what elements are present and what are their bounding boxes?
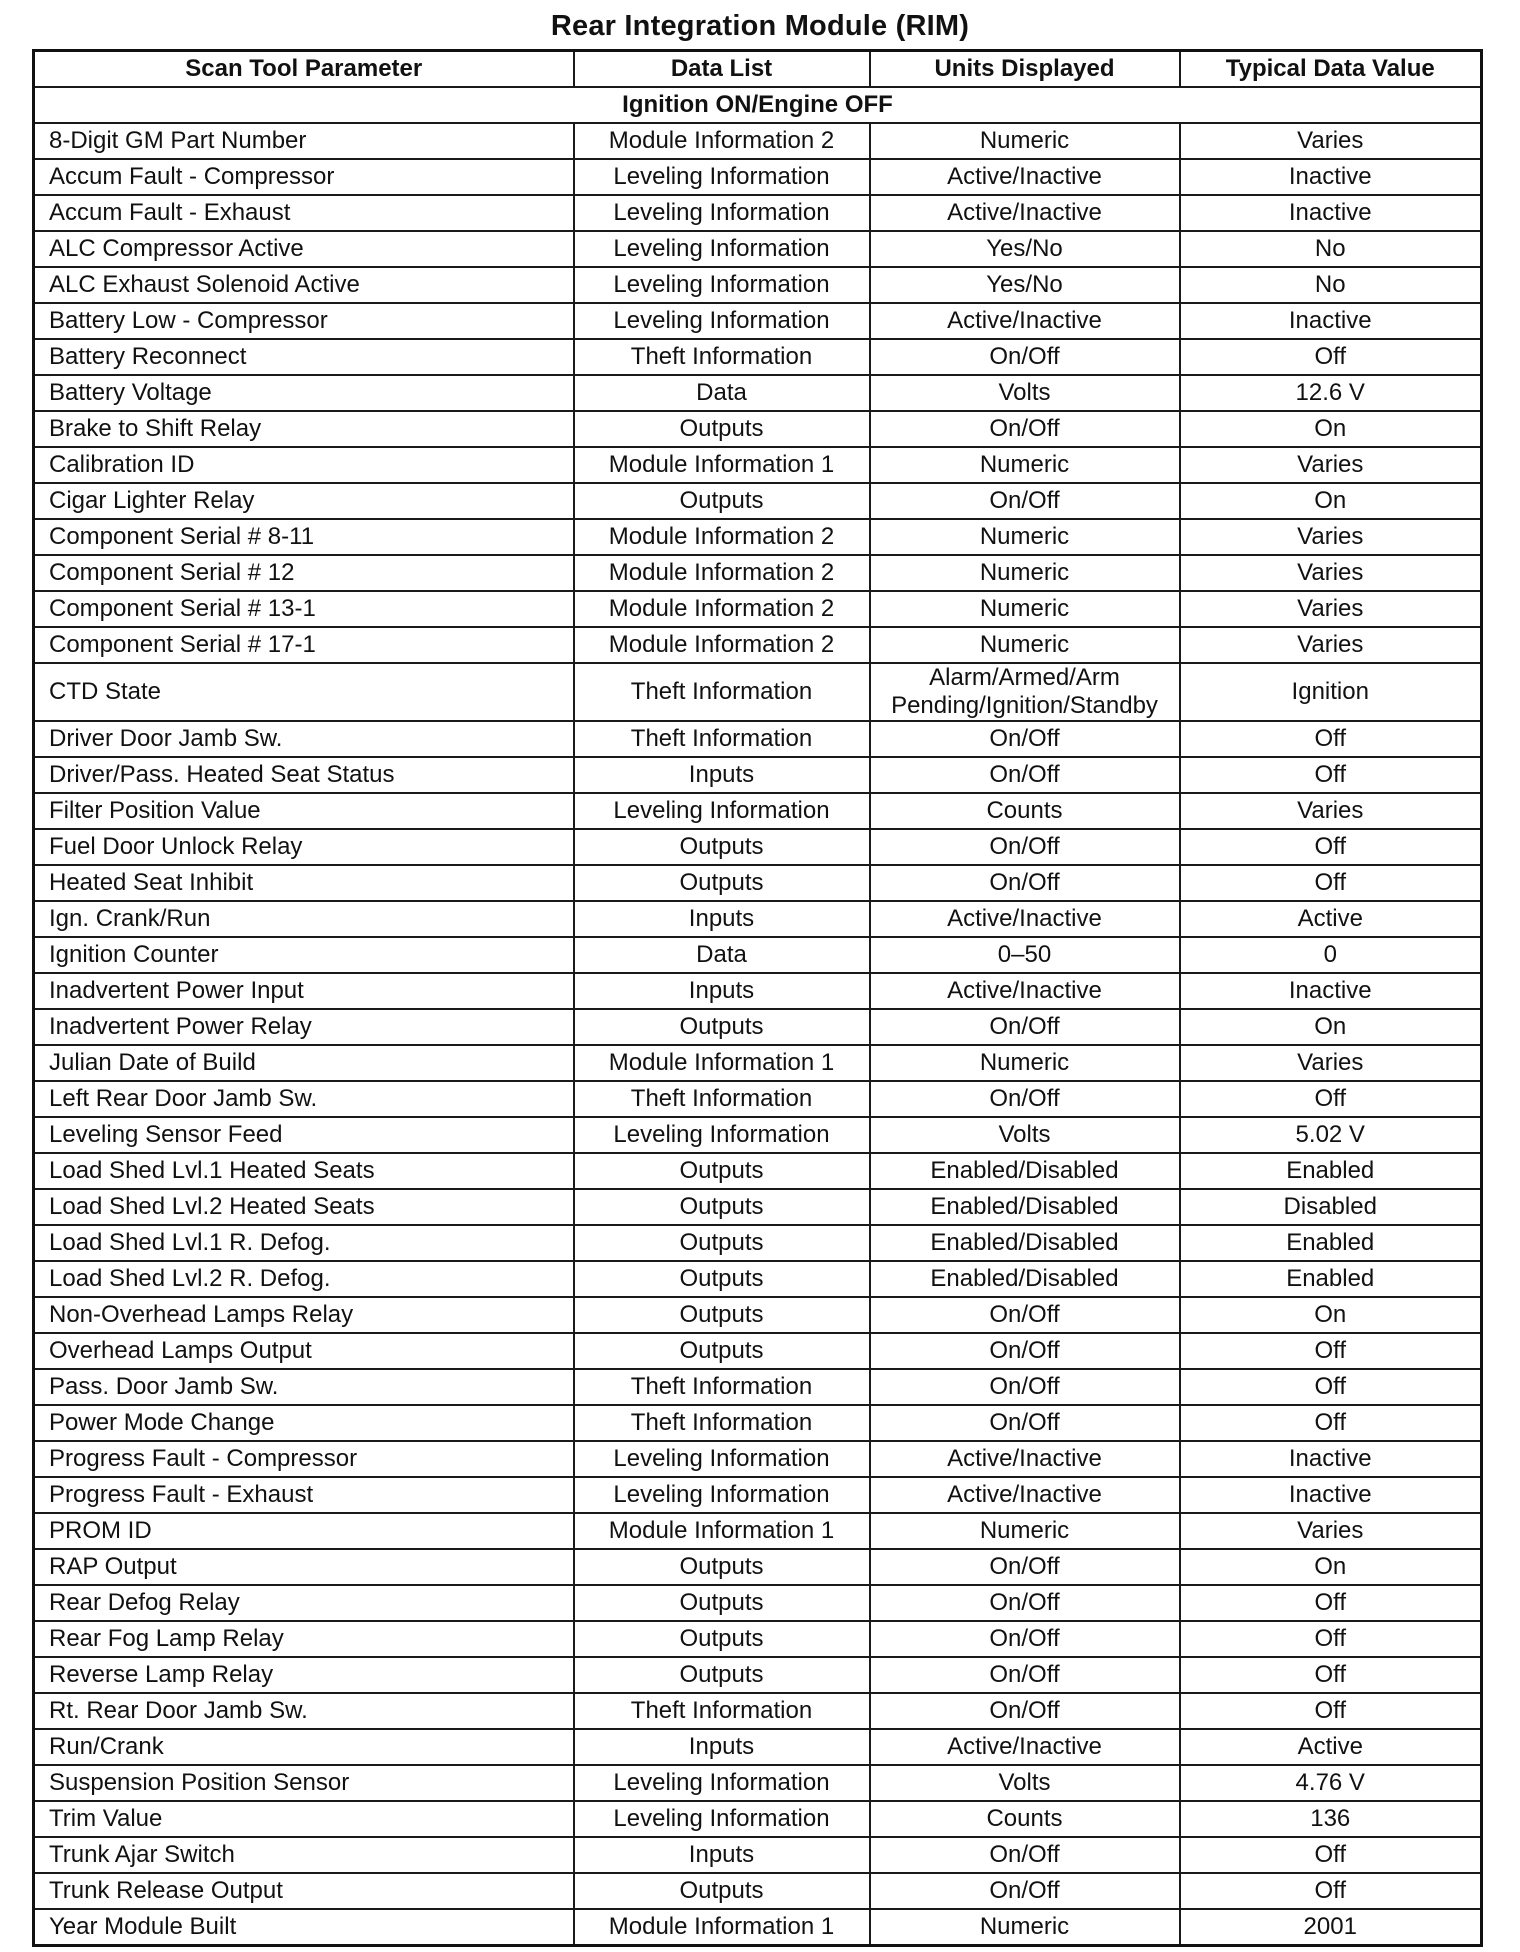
typical-value-cell: Off [1180,1369,1482,1405]
table-row [34,375,1482,411]
typical-value-cell: Ignition [1180,663,1482,721]
typical-value-cell: Varies [1180,123,1482,159]
table-row [34,1297,1482,1333]
typical-value-cell: Varies [1180,793,1482,829]
param-cell: Load Shed Lvl.2 R. Defog. [34,1261,574,1297]
param-cell: Ignition Counter [34,937,574,973]
units-cell: Numeric [870,519,1180,555]
param-cell: Inadvertent Power Relay [34,1009,574,1045]
param-cell: Battery Reconnect [34,339,574,375]
units-cell: Active/Inactive [870,901,1180,937]
units-cell: Numeric [870,447,1180,483]
data-list-cell: Outputs [574,483,870,519]
data-table [32,49,1483,1947]
data-list-cell: Inputs [574,757,870,793]
data-list-cell: Leveling Information [574,159,870,195]
data-list-cell: Outputs [574,829,870,865]
units-cell: Active/Inactive [870,303,1180,339]
typical-value-cell: On [1180,1297,1482,1333]
header-data-list: Data List [574,51,870,88]
typical-value-cell: Varies [1180,627,1482,663]
param-cell: Component Serial # 8-11 [34,519,574,555]
param-cell: Suspension Position Sensor [34,1765,574,1801]
data-list-cell: Inputs [574,1837,870,1873]
typical-value-cell: Inactive [1180,973,1482,1009]
param-cell: Left Rear Door Jamb Sw. [34,1081,574,1117]
data-list-cell: Leveling Information [574,303,870,339]
data-list-cell: Leveling Information [574,793,870,829]
data-list-cell: Outputs [574,1189,870,1225]
units-cell: Enabled/Disabled [870,1225,1180,1261]
units-cell: Active/Inactive [870,1441,1180,1477]
units-cell: On/Off [870,1081,1180,1117]
typical-value-cell: Off [1180,865,1482,901]
data-list-cell: Outputs [574,1585,870,1621]
units-cell: Active/Inactive [870,1729,1180,1765]
param-cell: Year Module Built [34,1909,574,1946]
param-cell: Filter Position Value [34,793,574,829]
data-list-cell: Module Information 2 [574,591,870,627]
table-row [34,937,1482,973]
data-list-cell: Theft Information [574,1693,870,1729]
units-cell: Volts [870,1117,1180,1153]
typical-value-cell: Off [1180,1405,1482,1441]
data-list-cell: Theft Information [574,1369,870,1405]
units-cell: On/Off [870,483,1180,519]
units-cell: Enabled/Disabled [870,1153,1180,1189]
param-cell: Inadvertent Power Input [34,973,574,1009]
units-cell: On/Off [870,829,1180,865]
table-row [34,591,1482,627]
data-list-cell: Outputs [574,1261,870,1297]
units-cell: On/Off [870,411,1180,447]
typical-value-cell: No [1180,267,1482,303]
data-list-cell: Module Information 1 [574,1045,870,1081]
param-cell: Battery Voltage [34,375,574,411]
units-cell: Yes/No [870,267,1180,303]
data-list-cell: Theft Information [574,1081,870,1117]
section-row [34,87,1482,123]
units-cell: Numeric [870,1909,1180,1946]
data-list-cell: Outputs [574,865,870,901]
units-cell: On/Off [870,1657,1180,1693]
units-cell: On/Off [870,721,1180,757]
units-cell: Active/Inactive [870,195,1180,231]
units-cell: On/Off [870,339,1180,375]
param-cell: RAP Output [34,1549,574,1585]
param-cell: Heated Seat Inhibit [34,865,574,901]
units-cell: On/Off [870,1837,1180,1873]
units-cell: Alarm/Armed/Arm Pending/Ignition/Standby [870,663,1180,721]
param-cell: Accum Fault - Compressor [34,159,574,195]
units-cell: On/Off [870,1009,1180,1045]
table-row [34,829,1482,865]
typical-value-cell: Off [1180,1837,1482,1873]
typical-value-cell: Inactive [1180,303,1482,339]
units-cell: Numeric [870,1513,1180,1549]
param-cell: Progress Fault - Compressor [34,1441,574,1477]
data-list-cell: Module Information 1 [574,1513,870,1549]
typical-value-cell: No [1180,231,1482,267]
data-list-cell: Leveling Information [574,1765,870,1801]
param-cell: Component Serial # 13-1 [34,591,574,627]
data-list-cell: Leveling Information [574,1801,870,1837]
table-row [34,1333,1482,1369]
units-cell: Numeric [870,1045,1180,1081]
units-cell: On/Off [870,757,1180,793]
data-list-cell: Module Information 1 [574,1909,870,1946]
table-row [34,1477,1482,1513]
header-row [34,51,1482,88]
typical-value-cell: Varies [1180,1045,1482,1081]
table-row [34,973,1482,1009]
header-scan-tool-parameter: Scan Tool Parameter [34,51,574,88]
data-list-cell: Outputs [574,1225,870,1261]
data-list-cell: Leveling Information [574,1117,870,1153]
typical-value-cell: Off [1180,757,1482,793]
param-cell: Load Shed Lvl.2 Heated Seats [34,1189,574,1225]
param-cell: Driver Door Jamb Sw. [34,721,574,757]
data-list-cell: Leveling Information [574,1477,870,1513]
typical-value-cell: 12.6 V [1180,375,1482,411]
table-row [34,159,1482,195]
data-list-cell: Data [574,375,870,411]
data-list-cell: Module Information 2 [574,555,870,591]
param-cell: Battery Low - Compressor [34,303,574,339]
units-cell: Active/Inactive [870,159,1180,195]
units-cell: On/Off [870,1585,1180,1621]
units-cell: On/Off [870,1369,1180,1405]
param-cell: Progress Fault - Exhaust [34,1477,574,1513]
typical-value-cell: Off [1180,339,1482,375]
data-list-cell: Theft Information [574,663,870,721]
param-cell: Power Mode Change [34,1405,574,1441]
table-row [34,1513,1482,1549]
data-list-cell: Theft Information [574,339,870,375]
data-list-cell: Inputs [574,901,870,937]
table-row [34,1045,1482,1081]
data-list-cell: Inputs [574,1729,870,1765]
table-row [34,1117,1482,1153]
units-cell: Numeric [870,555,1180,591]
param-cell: Fuel Door Unlock Relay [34,829,574,865]
data-list-cell: Outputs [574,1333,870,1369]
table-row [34,1153,1482,1189]
data-list-cell: Outputs [574,1153,870,1189]
param-cell: Cigar Lighter Relay [34,483,574,519]
param-cell: 8-Digit GM Part Number [34,123,574,159]
data-list-cell: Leveling Information [574,1441,870,1477]
units-cell: On/Off [870,1873,1180,1909]
table-row [34,757,1482,793]
units-cell: On/Off [870,1297,1180,1333]
table-row [34,627,1482,663]
param-cell: Pass. Door Jamb Sw. [34,1369,574,1405]
typical-value-cell: On [1180,1549,1482,1585]
table-row [34,555,1482,591]
units-cell: On/Off [870,1621,1180,1657]
units-cell: 0–50 [870,937,1180,973]
table-row [34,1441,1482,1477]
table-row [34,1765,1482,1801]
param-cell: CTD State [34,663,574,721]
param-cell: Load Shed Lvl.1 R. Defog. [34,1225,574,1261]
table-row [34,1261,1482,1297]
param-cell: Ign. Crank/Run [34,901,574,937]
param-cell: Component Serial # 17-1 [34,627,574,663]
table-row [34,1873,1482,1909]
typical-value-cell: Varies [1180,591,1482,627]
header-typical-data-value: Typical Data Value [1180,51,1482,88]
data-list-cell: Outputs [574,1657,870,1693]
data-list-cell: Module Information 2 [574,123,870,159]
table-row [34,1009,1482,1045]
param-cell: Driver/Pass. Heated Seat Status [34,757,574,793]
table-row [34,1909,1482,1946]
typical-value-cell: On [1180,1009,1482,1045]
units-cell: Yes/No [870,231,1180,267]
param-cell: ALC Exhaust Solenoid Active [34,267,574,303]
typical-value-cell: Inactive [1180,1441,1482,1477]
table-row [34,1369,1482,1405]
units-cell: On/Off [870,1405,1180,1441]
table-row [34,1585,1482,1621]
param-cell: Load Shed Lvl.1 Heated Seats [34,1153,574,1189]
table-row [34,1693,1482,1729]
typical-value-cell: Off [1180,829,1482,865]
typical-value-cell: On [1180,483,1482,519]
units-cell: On/Off [870,1693,1180,1729]
table-row [34,1225,1482,1261]
units-cell: Numeric [870,627,1180,663]
typical-value-cell: Varies [1180,447,1482,483]
page-title: Rear Integration Module (RIM) [550,10,970,42]
data-list-cell: Module Information 2 [574,627,870,663]
param-cell: ALC Compressor Active [34,231,574,267]
typical-value-cell: Off [1180,1657,1482,1693]
table-row [34,1837,1482,1873]
data-list-cell: Leveling Information [574,195,870,231]
param-cell: Reverse Lamp Relay [34,1657,574,1693]
data-list-cell: Outputs [574,1009,870,1045]
typical-value-cell: 5.02 V [1180,1117,1482,1153]
units-cell: Counts [870,1801,1180,1837]
typical-value-cell: Off [1180,1333,1482,1369]
typical-value-cell: 2001 [1180,1909,1482,1946]
param-cell: Trunk Ajar Switch [34,1837,574,1873]
typical-value-cell: Off [1180,1693,1482,1729]
units-cell: Enabled/Disabled [870,1189,1180,1225]
typical-value-cell: Disabled [1180,1189,1482,1225]
units-cell: On/Off [870,1333,1180,1369]
param-cell: Leveling Sensor Feed [34,1117,574,1153]
table-row [34,721,1482,757]
table-row [34,793,1482,829]
param-cell: Trunk Release Output [34,1873,574,1909]
data-list-cell: Outputs [574,411,870,447]
typical-value-cell: 4.76 V [1180,1765,1482,1801]
data-list-cell: Theft Information [574,1405,870,1441]
table-row [34,483,1482,519]
units-cell: Volts [870,1765,1180,1801]
table-row [34,519,1482,555]
table-row [34,1081,1482,1117]
typical-value-cell: Active [1180,901,1482,937]
typical-value-cell: Off [1180,1873,1482,1909]
table-row [34,1549,1482,1585]
units-cell: Counts [870,793,1180,829]
param-cell: Non-Overhead Lamps Relay [34,1297,574,1333]
units-cell: Active/Inactive [870,1477,1180,1513]
units-cell: On/Off [870,865,1180,901]
data-list-cell: Outputs [574,1621,870,1657]
typical-value-cell: Active [1180,1729,1482,1765]
typical-value-cell: Varies [1180,1513,1482,1549]
units-cell: On/Off [870,1549,1180,1585]
param-cell: Rear Fog Lamp Relay [34,1621,574,1657]
units-cell: Enabled/Disabled [870,1261,1180,1297]
units-cell: Numeric [870,591,1180,627]
data-list-cell: Inputs [574,973,870,1009]
units-cell: Numeric [870,123,1180,159]
param-cell: Overhead Lamps Output [34,1333,574,1369]
typical-value-cell: Enabled [1180,1153,1482,1189]
typical-value-cell: Off [1180,1621,1482,1657]
typical-value-cell: Varies [1180,555,1482,591]
typical-value-cell: 136 [1180,1801,1482,1837]
data-list-cell: Data [574,937,870,973]
table-row [34,303,1482,339]
header-units-displayed: Units Displayed [870,51,1180,88]
param-cell: PROM ID [34,1513,574,1549]
table-row [34,267,1482,303]
param-cell: Calibration ID [34,447,574,483]
param-cell: Trim Value [34,1801,574,1837]
param-cell: Rt. Rear Door Jamb Sw. [34,1693,574,1729]
data-list-cell: Leveling Information [574,267,870,303]
typical-value-cell: Enabled [1180,1225,1482,1261]
param-cell: Run/Crank [34,1729,574,1765]
typical-value-cell: 0 [1180,937,1482,973]
table-row [34,339,1482,375]
typical-value-cell: Off [1180,721,1482,757]
data-list-cell: Outputs [574,1549,870,1585]
table-row [34,1801,1482,1837]
typical-value-cell: Enabled [1180,1261,1482,1297]
typical-value-cell: Inactive [1180,159,1482,195]
typical-value-cell: On [1180,411,1482,447]
table-row [34,865,1482,901]
data-list-cell: Module Information 1 [574,447,870,483]
table-row [34,231,1482,267]
data-list-cell: Theft Information [574,721,870,757]
param-cell: Rear Defog Relay [34,1585,574,1621]
units-cell: Volts [870,375,1180,411]
data-list-cell: Leveling Information [574,231,870,267]
typical-value-cell: Varies [1180,519,1482,555]
table-row [34,1621,1482,1657]
table-row [34,411,1482,447]
param-cell: Brake to Shift Relay [34,411,574,447]
table-row [34,901,1482,937]
units-cell: Active/Inactive [870,973,1180,1009]
table-row [34,447,1482,483]
param-cell: Accum Fault - Exhaust [34,195,574,231]
table-row [34,1189,1482,1225]
section-label: Ignition ON/Engine OFF [34,87,1482,123]
data-list-cell: Outputs [574,1873,870,1909]
table-row [34,1729,1482,1765]
table-row [34,1405,1482,1441]
typical-value-cell: Inactive [1180,1477,1482,1513]
data-list-cell: Outputs [574,1297,870,1333]
typical-value-cell: Inactive [1180,195,1482,231]
table-row [34,195,1482,231]
table-row [34,123,1482,159]
table-row [34,663,1482,721]
param-cell: Component Serial # 12 [34,555,574,591]
table-row [34,1657,1482,1693]
param-cell: Julian Date of Build [34,1045,574,1081]
typical-value-cell: Off [1180,1585,1482,1621]
data-list-cell: Module Information 2 [574,519,870,555]
typical-value-cell: Off [1180,1081,1482,1117]
